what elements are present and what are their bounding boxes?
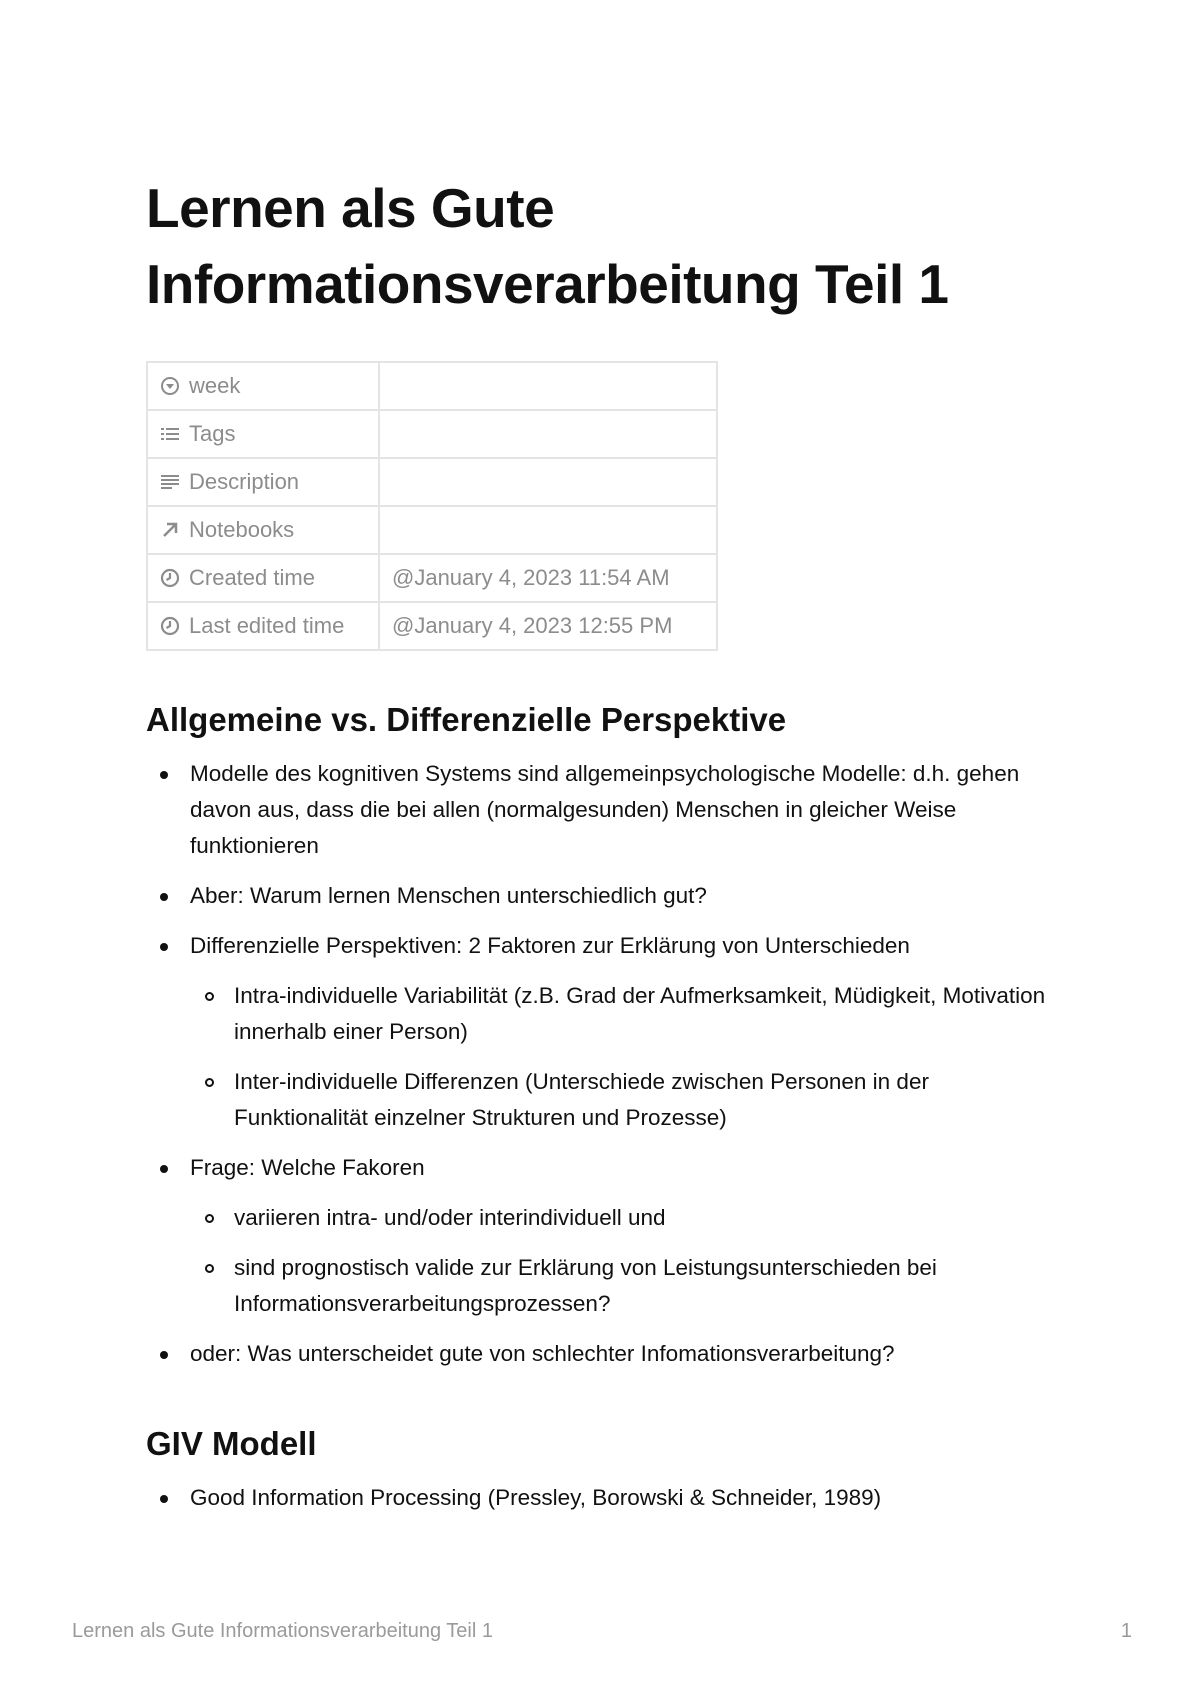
property-key — [147, 458, 379, 506]
nested-list-item: variieren intra- und/oder interindividuell und — [190, 1200, 1046, 1236]
list-item-text: Differenzielle Perspektiven: 2 Faktoren zur Erklärung von Unterschieden — [190, 933, 910, 958]
list-item: Aber: Warum lernen Menschen unterschiedlich gut? — [146, 878, 1046, 914]
property-key-label: Last edited time — [189, 613, 345, 638]
property-key-label: week — [189, 373, 241, 398]
list-item — [146, 1150, 1046, 1322]
nested-list-item: Inter-individuelle Differenzen (Unterschiede zwischen Personen in der Funktionalität einzelner Strukturen und Prozesse) — [190, 1064, 1046, 1136]
nested-bullet-list — [190, 978, 1046, 1136]
page-title — [146, 170, 1106, 322]
property-key-label: Notebooks — [189, 517, 295, 542]
property-row-tags — [147, 410, 717, 458]
property-value[interactable]: @January 4, 2023 11:54 AM — [379, 554, 717, 602]
list-item: Good Information Processing (Pressley, Borowski & Schneider, 1989) — [146, 1480, 1046, 1516]
bullet-list — [146, 756, 1046, 1372]
list-item — [146, 928, 1046, 1136]
property-value[interactable] — [379, 362, 717, 410]
footer-title: Lernen als Gute Informationsverarbeitung Teil 1 — [72, 1620, 493, 1642]
property-row-created-time — [147, 554, 717, 602]
text-lines-icon — [160, 472, 180, 492]
page-title-line-1: Lernen als Gute — [146, 177, 555, 239]
property-row-week — [147, 362, 717, 410]
property-key — [147, 362, 379, 410]
select-icon — [160, 376, 180, 396]
relation-arrow-icon — [160, 520, 180, 540]
property-value[interactable] — [379, 506, 717, 554]
list-item: Modelle des kognitiven Systems sind allgemeinpsychologische Modelle: d.h. gehen davon aus, dass die bei allen (normalgesunden) Menschen in gleicher Weise funktionieren — [146, 756, 1046, 864]
property-key — [147, 506, 379, 554]
nested-list-item: Intra-individuelle Variabilität (z.B. Grad der Aufmerksamkeit, Müdigkeit, Motivation innerhalb einer Person) — [190, 978, 1046, 1050]
property-row-last-edited-time — [147, 602, 717, 650]
list-icon — [160, 424, 180, 444]
nested-bullet-list — [190, 1200, 1046, 1322]
property-value[interactable] — [379, 458, 717, 506]
clock-icon — [160, 616, 180, 636]
page-number: 1 — [1120, 1620, 1132, 1642]
list-item-text: Frage: Welche Fakoren — [190, 1155, 425, 1180]
property-key — [147, 602, 379, 650]
property-key-label: Created time — [189, 565, 315, 590]
property-key — [147, 554, 379, 602]
clock-icon — [160, 568, 180, 588]
section-giv-modell — [146, 1422, 1046, 1516]
section-heading: GIV Modell — [146, 1425, 317, 1462]
property-value[interactable]: @January 4, 2023 12:55 PM — [379, 602, 717, 650]
properties-table — [146, 361, 718, 651]
property-row-notebooks — [147, 506, 717, 554]
property-key — [147, 410, 379, 458]
property-row-description — [147, 458, 717, 506]
nested-list-item: sind prognostisch valide zur Erklärung von Leistungsunterschieden bei Informationsverarbeitungsprozessen? — [190, 1250, 1046, 1322]
bullet-list — [146, 1480, 1046, 1516]
property-key-label: Description — [189, 469, 300, 494]
property-key-label: Tags — [189, 421, 236, 446]
page-title-line-2: Informationsverarbeitung Teil 1 — [146, 253, 949, 315]
list-item: oder: Was unterscheidet gute von schlechter Infomationsverarbeitung? — [146, 1336, 1046, 1372]
property-value[interactable] — [379, 410, 717, 458]
section-heading: Allgemeine vs. Differenzielle Perspektive — [146, 701, 787, 738]
section-allgemeine-vs-differenzielle — [146, 698, 1046, 1372]
